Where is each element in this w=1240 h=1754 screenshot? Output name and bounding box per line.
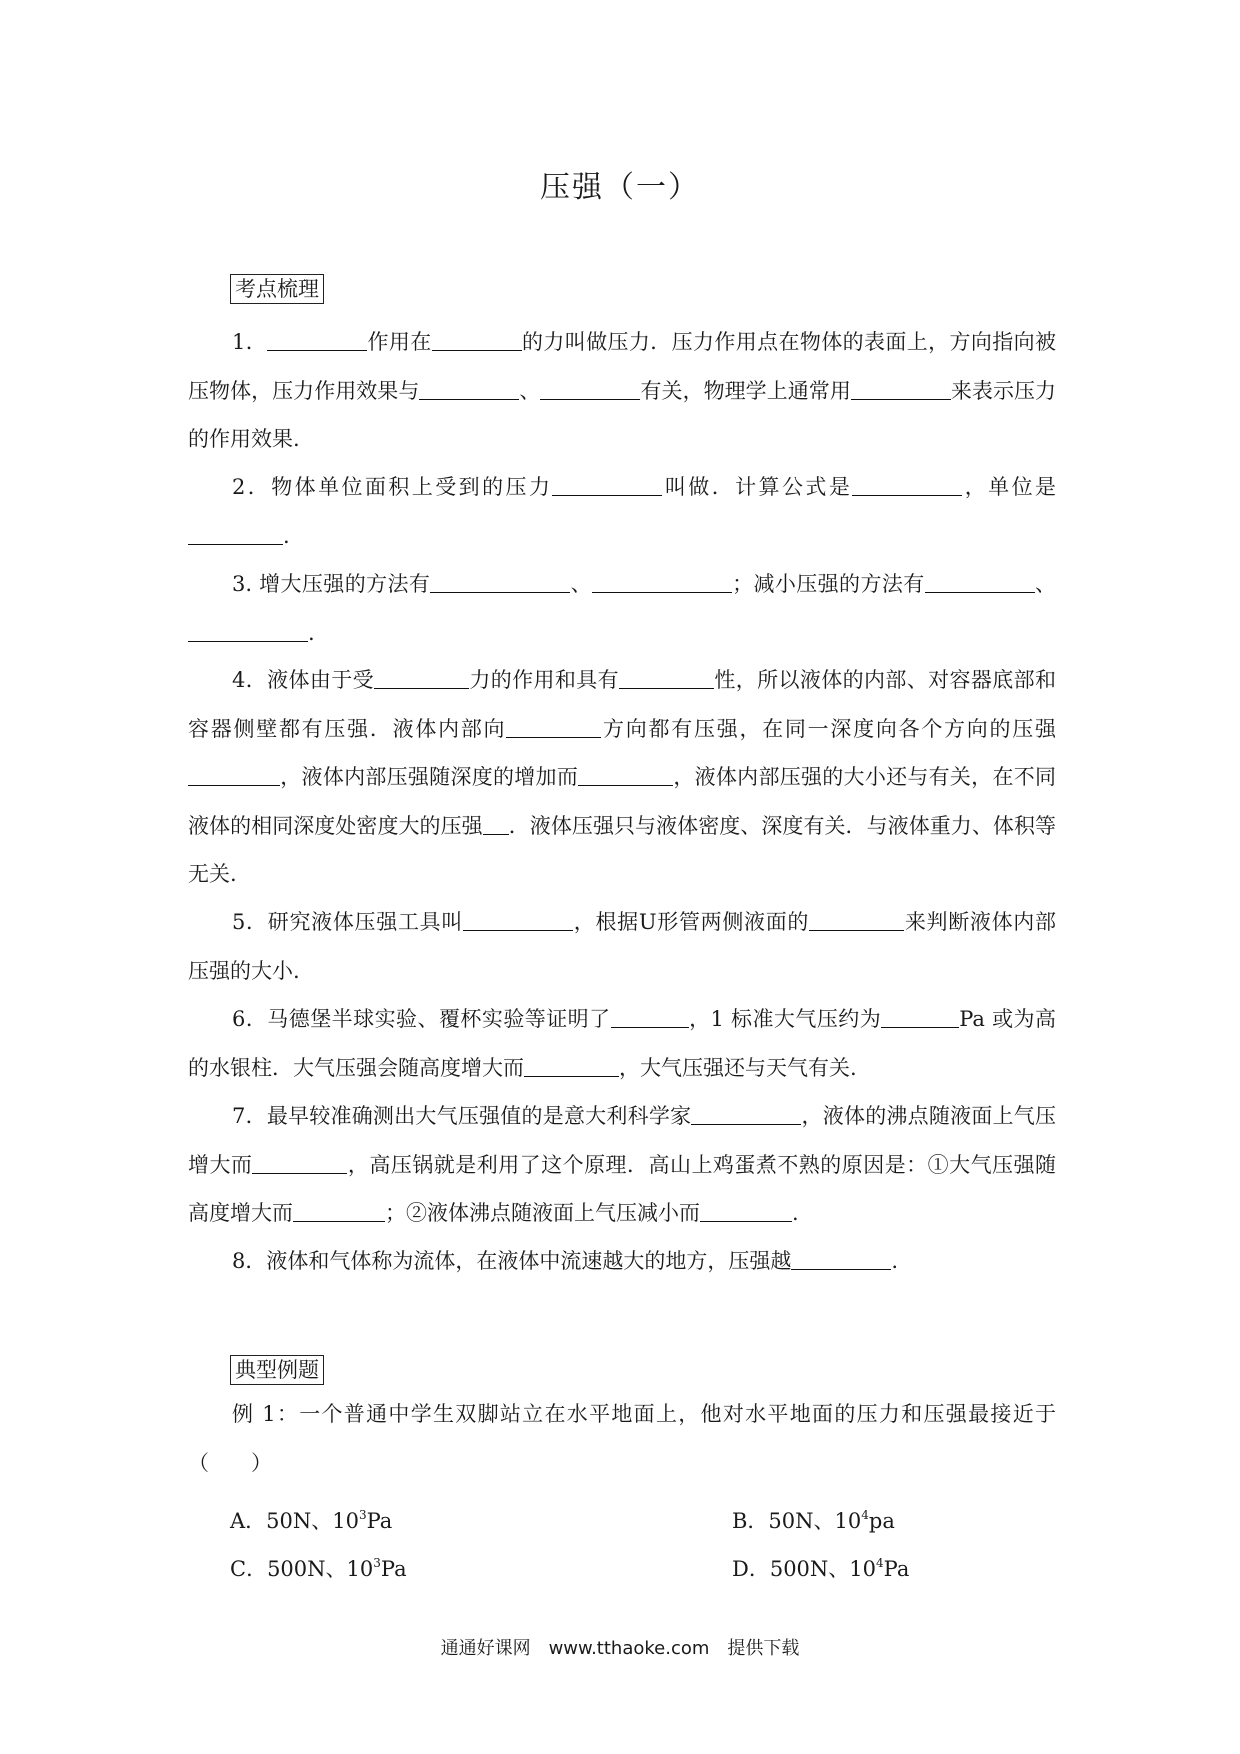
blank <box>374 664 469 689</box>
blank <box>267 326 367 351</box>
blank <box>188 761 280 786</box>
blank <box>611 1003 689 1028</box>
blank <box>619 664 714 689</box>
blank <box>293 1197 385 1222</box>
question-6: 6．马德堡半球实验、覆杯实验等证明了 ，1 标准大气压约为 Pa 或为高的水银柱．大气压强会随高度增大而 ，大气压强还与天气有关. <box>188 995 1056 1092</box>
question-1: 1． 作用在 的力叫做压力．压力作用点在物体的表面上，方向指向被压物体，压力作用效果与 、 有关，物理学上通常用 来表示压力的作用效果. <box>188 318 1056 464</box>
blank <box>791 1245 891 1270</box>
blank <box>540 375 640 400</box>
blank <box>430 568 570 593</box>
option-d: D．500N、$10^4Pa$ <box>732 1556 910 1581</box>
blank <box>432 326 522 351</box>
blank <box>463 906 573 931</box>
question-7: 7．最早较准确测出大气压强值的是意大利科学家 ，液体的沸点随液面上气压增大而 ，高压锅就是利用了这个原理．高山上鸡蛋煮不熟的原因是：①大气压强随高度增大而 ；②液体沸点随液面上气压减小而 . <box>188 1092 1056 1238</box>
option-c: C．500N、$10^3Pa$ <box>230 1556 407 1581</box>
blank <box>809 906 904 931</box>
question-3: 3. 增大压强的方法有 、 ；减小压强的方法有 、. <box>188 560 1056 657</box>
blank <box>188 617 308 642</box>
blank <box>925 568 1035 593</box>
question-2: 2．物体单位面积上受到的压力 叫做．计算公式是 ，单位是. <box>188 463 1056 560</box>
blank <box>188 520 283 545</box>
example-1-stem: 例 1：一个普通中学生双脚站立在水平地面上，他对水平地面的压力和压强最接近于（ ） <box>188 1402 1056 1475</box>
blank <box>552 471 662 496</box>
question-5: 5．研究液体压强工具叫 ，根据U形管两侧液面的 来判断液体内部压强的大小. <box>188 898 1056 995</box>
section-heading-examples: 典型例题 <box>230 1355 324 1385</box>
blank <box>881 1003 959 1028</box>
blank <box>592 568 732 593</box>
blank <box>578 761 673 786</box>
blank <box>700 1197 792 1222</box>
page-title: 压强（一） <box>540 170 700 205</box>
option-a: A．50N、$10^3Pa$ <box>230 1508 393 1533</box>
blank <box>252 1149 347 1174</box>
blank <box>851 375 951 400</box>
question-4: 4．液体由于受 力的作用和具有 性，所以液体的内部、对容器底部和容器侧壁都有压强．液体内部向 方向都有压强，在同一深度向各个方向的压强，液体内部压强随深度的增加而 ，液体内部压强的大小还与有关，在不同液体的相同深度处密度大的压强 ．液体压强只与液体密度、深度有关．与液体重力、体积等无关. <box>188 656 1056 899</box>
footer-source: 通通好课网 www.tthaoke.com 提供下载 <box>440 1638 800 1659</box>
blank <box>506 713 601 738</box>
blank <box>524 1052 619 1077</box>
blank <box>483 810 509 835</box>
option-b: B．50N、$10^4pa$ <box>732 1508 895 1533</box>
question-8: 8．液体和气体称为流体，在液体中流速越大的地方，压强越 . <box>188 1237 1056 1286</box>
blank <box>691 1100 801 1125</box>
blank <box>852 471 962 496</box>
blank <box>419 375 519 400</box>
section-heading-key-points: 考点梳理 <box>230 274 324 304</box>
